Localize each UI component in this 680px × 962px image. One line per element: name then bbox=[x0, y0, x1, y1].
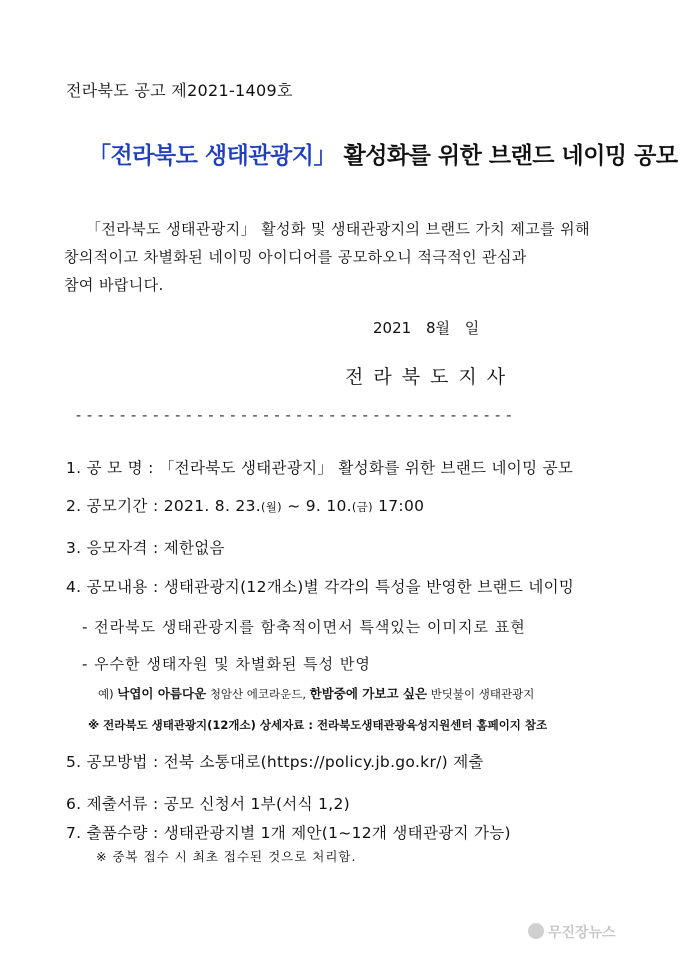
content-bullet: - 전라북도 생태관광지를 함축적이면서 특색있는 이미지로 표현 bbox=[82, 618, 526, 636]
organization: 전라북도지사 bbox=[345, 366, 516, 388]
item-documents: 6. 제출서류 : 공모 신청서 1부(서식 1,2) bbox=[66, 795, 350, 813]
period-time: 17:00 bbox=[378, 497, 425, 515]
item-period: 2. 공모기간 : 2021. 8. 23.(월) ~ 9. 10.(금) 17:00 bbox=[66, 497, 425, 515]
item-quantity: 7. 출품수량 : 생태관광지별 1개 제안(1~12개 생태관광지 가능) bbox=[66, 824, 511, 842]
item-value: 생태관광지(12개소)별 각각의 특성을 반영한 브랜드 네이밍 bbox=[163, 578, 575, 596]
reference-note: ※ 전라북도 생태관광지(12개소) 상세자료 : 전라북도생태관광육성지원센터 홈페이지 참조 bbox=[88, 718, 548, 732]
example-line bbox=[98, 684, 534, 702]
intro-line: 참여 바랍니다. bbox=[64, 276, 164, 294]
item-title: 1. 공 모 명 : 「전라북도 생태관광지」 활성화를 위한 브랜드 네이밍 공모 bbox=[66, 459, 574, 477]
item-value: 공모 신청서 1부(서식 1,2) bbox=[163, 795, 350, 813]
item-label: 6. 제출서류 bbox=[66, 795, 148, 813]
title-rest: 활성화를 위한 브랜드 네이밍 공모 bbox=[343, 143, 678, 169]
duplicate-note: ※ 중복 접수 시 최초 접수된 것으로 처리함. bbox=[96, 849, 357, 864]
watermark-text: 무진장뉴스 bbox=[548, 925, 616, 941]
item-value: 전북 소통대로(https://policy.jb.go.kr/) 제출 bbox=[163, 753, 484, 771]
notice-date: 2021 8월 일 bbox=[373, 319, 480, 337]
item-label: 3. 응모자격 bbox=[66, 539, 148, 557]
item-eligibility: 3. 응모자격 : 제한없음 bbox=[66, 539, 225, 557]
title-highlight: 「전라북도 생태관광지」 bbox=[88, 143, 336, 169]
item-label: 4. 공모내용 bbox=[66, 578, 148, 596]
item-label: 1. 공 모 명 bbox=[66, 459, 143, 477]
item-value: 생태관광지별 1개 제안(1~12개 생태관광지 가능) bbox=[163, 824, 511, 842]
example-bold: 낙엽이 아름다운 bbox=[117, 686, 207, 701]
page-title bbox=[88, 137, 678, 170]
notice-number: 전라북도 공고 제2021-1409호 bbox=[66, 81, 293, 100]
example-prefix: 예) bbox=[98, 687, 114, 701]
item-label: 5. 공모방법 bbox=[66, 753, 148, 771]
intro-paragraph bbox=[64, 215, 624, 299]
item-label: 2. 공모기간 bbox=[66, 497, 148, 515]
intro-line: 창의적이고 차별화된 네이밍 아이디어를 공모하오니 적극적인 관심과 bbox=[64, 248, 527, 266]
example-text: 반딧불이 생태관광지 bbox=[430, 687, 535, 701]
divider: ---------------------------------------- bbox=[74, 406, 516, 424]
mountain-logo-icon bbox=[528, 923, 544, 939]
period-end-day: (금) bbox=[351, 500, 373, 514]
period-end: ~ 9. 10. bbox=[287, 497, 352, 515]
example-text: 청암산 에코라운드, bbox=[209, 687, 306, 701]
watermark bbox=[528, 922, 616, 942]
item-content: 4. 공모내용 : 생태관광지(12개소)별 각각의 특성을 반영한 브랜드 네이밍 bbox=[66, 578, 575, 596]
item-value: 「전라북도 생태관광지」 활성화를 위한 브랜드 네이밍 공모 bbox=[158, 459, 574, 477]
period-start: 2021. 8. 23. bbox=[163, 497, 261, 515]
item-value: 제한없음 bbox=[163, 539, 225, 557]
item-label: 7. 출품수량 bbox=[66, 824, 148, 842]
intro-line: 「전라북도 생태관광지」 활성화 및 생태관광지의 브랜드 가치 제고를 위해 bbox=[86, 220, 590, 238]
period-start-day: (월) bbox=[260, 500, 282, 514]
content-bullet: - 우수한 생태자원 및 차별화된 특성 반영 bbox=[82, 655, 371, 673]
example-bold: 한밤중에 가보고 싶은 bbox=[309, 686, 428, 701]
item-method: 5. 공모방법 : 전북 소통대로(https://policy.jb.go.kr/) 제출 bbox=[66, 753, 484, 771]
